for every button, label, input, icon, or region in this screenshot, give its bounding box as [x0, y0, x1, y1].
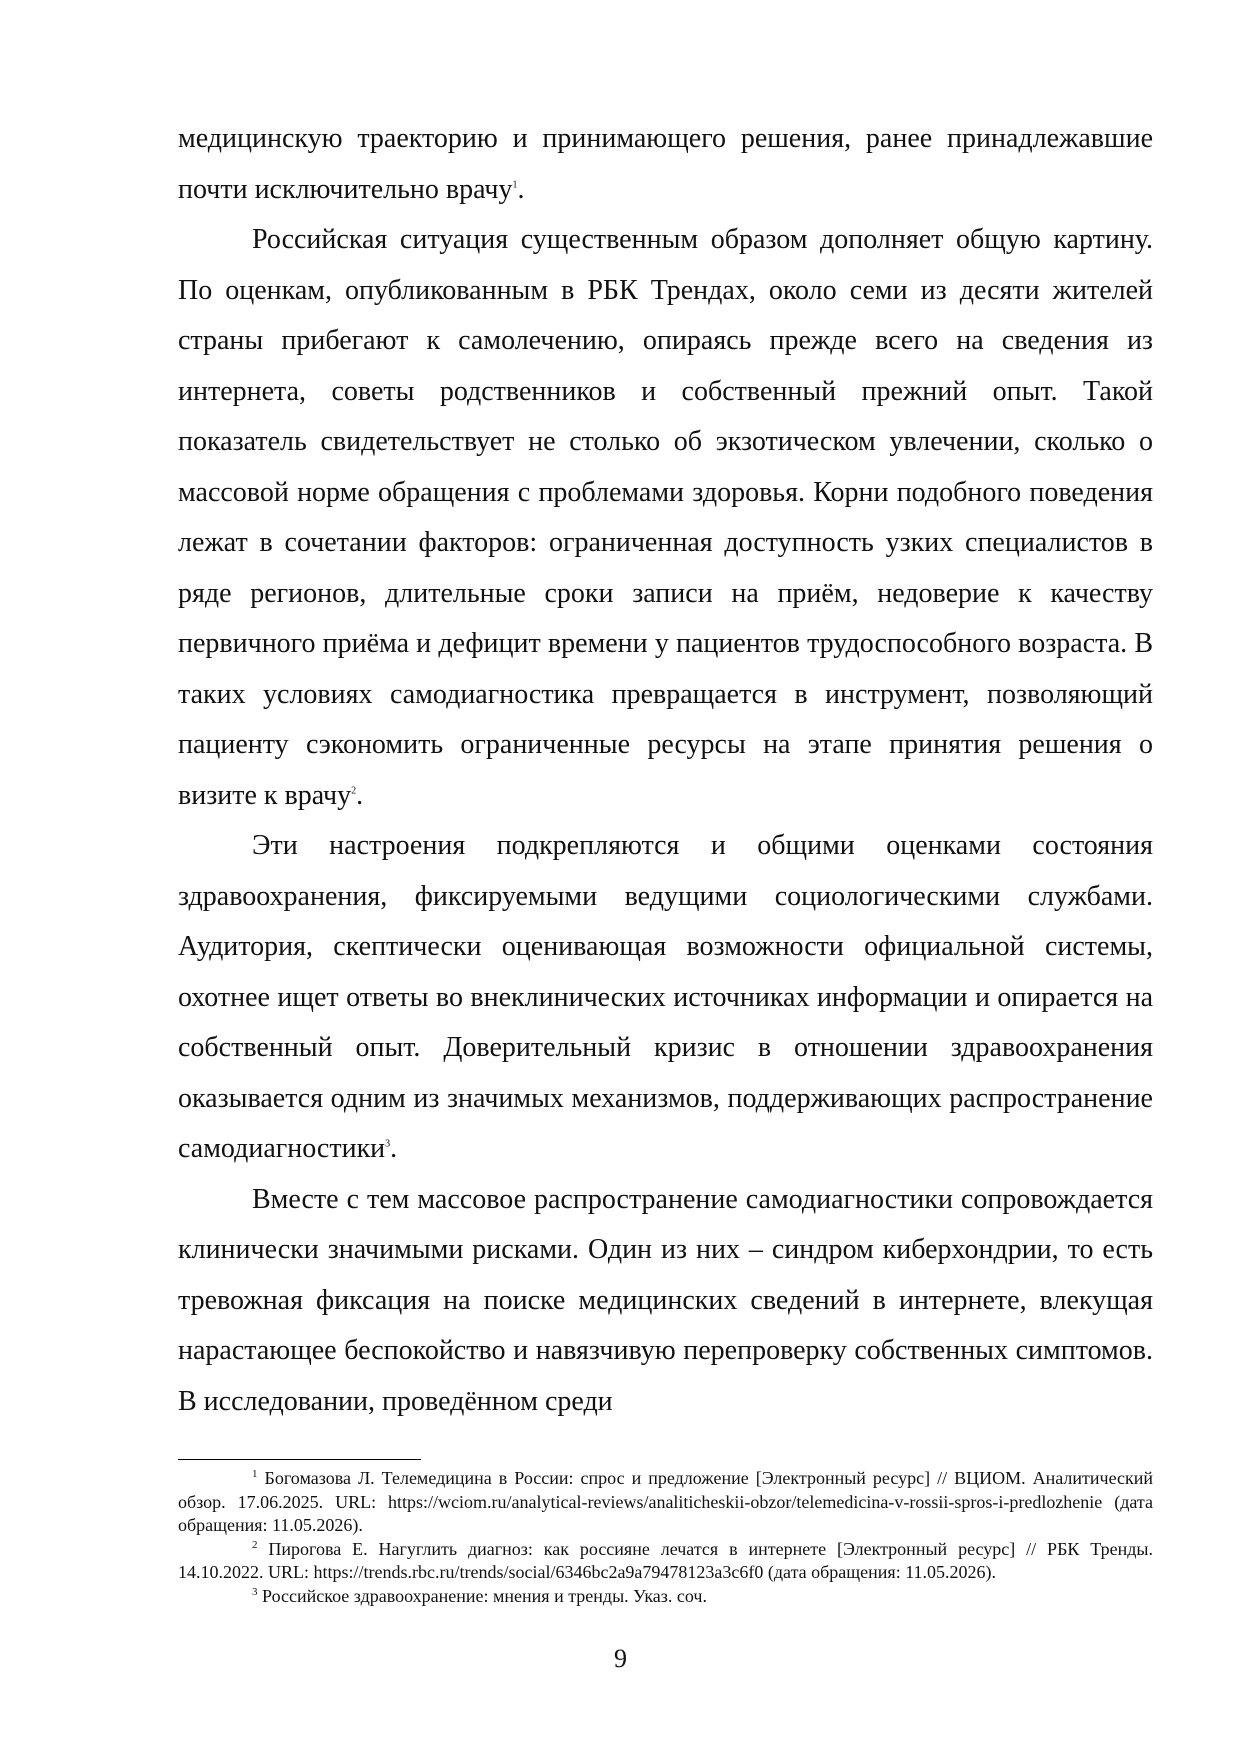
paragraph-text: медицинскую траекторию и принимающего решения, ранее принадлежавшие почти исключительно врачу [178, 123, 1153, 205]
paragraph-text: Российская ситуация существенным образом дополняет общую картину. По оценкам, опубликованным в РБК Трендах, около семи из десяти жителей страны прибегают к самолечению, опираясь прежде всего на сведения из интернета, советы родственников и собственный прежний опыт. Такой показатель свидетельствует не столько об экзотическом увлечении, сколько о массовой норме обращения с проблемами здоровья. Корни подобного поведения лежат в сочетании факторов: ограниченная доступность узких специалистов в ряде регионов, длительные сроки записи на приём, недоверие к качеству первичного приёма и дефицит времени у пациентов трудоспособного возраста. В таких условиях самодиагностика превращается в инструмент, позволяющий пациенту сэкономить ограниченные ресурсы на этапе принятия решения о визите к врачу [178, 224, 1153, 811]
paragraph [178, 215, 1153, 821]
footnote [178, 1538, 1153, 1585]
paragraph [178, 114, 1153, 215]
footnote-marker: 3 [252, 1585, 258, 1598]
body-text [178, 114, 1153, 1427]
footnote [178, 1585, 1153, 1609]
footnotes [178, 1467, 1153, 1608]
footnote-text: Пирогова Е. Нагуглить диагноз: как россияне лечатся в интернете [Электронный ресурс] // РБК Тренды. 14.10.2022. URL: https://trends.rbc.ru/trends/social/6346bc2a9a79478123a3c6f0 (дата обращения: 11.05.2026). [178, 1538, 1153, 1582]
paragraph-text: Вместе с тем массовое распространение самодиагностики сопровождается клинически значимыми рисками. Один из них – синдром киберхондрии, то есть тревожная фиксация на поиске медицинских сведений в интернете, влекущая нарастающее беспокойство и навязчивую перепроверку собственных симптомов. В исследовании, проведённом среди [178, 1183, 1153, 1417]
paragraph-text: Эти настроения подкрепляются и общими оценками состояния здравоохранения, фиксируемыми ведущими социологическими службами. Аудитория, скептически оценивающая возможности официальной системы, охотнее ищет ответы во внеклинических источниках информации и опирается на собственный опыт. Доверительный кризис в отношении здравоохранения оказывается одним из значимых механизмов, поддерживающих распространение самодиагностики [178, 830, 1153, 1164]
paragraph-end-punctuation: . [356, 779, 364, 811]
footnote-reference[interactable]: 1 [512, 179, 518, 191]
paragraph-end-punctuation: . [517, 173, 525, 205]
footnote-text: Богомазова Л. Телемедицина в России: спрос и предложение [Электронный ресурс] // ВЦИОМ. Аналитический обзор. 17.06.2025. URL: https://wciom.ru/analytical-reviews/analiticheskii-obzor/telemedicina-v-rossii-spros-i-predlozhenie (дата обращения: 11.05.2026). [178, 1468, 1154, 1535]
page-number: 9 [614, 1644, 627, 1673]
footnote-reference[interactable]: 2 [351, 785, 357, 797]
footnote-text: Российское здравоохранение: мнения и тренды. Указ. соч. [262, 1585, 707, 1606]
footnote-marker: 2 [252, 1538, 258, 1551]
paragraph [178, 1175, 1153, 1428]
footnote-reference[interactable]: 3 [385, 1138, 391, 1150]
footnote-separator [178, 1459, 421, 1460]
footnote [178, 1467, 1153, 1538]
paragraph [178, 821, 1153, 1175]
paragraph-end-punctuation: . [390, 1133, 398, 1164]
footnote-marker: 1 [252, 1468, 258, 1480]
